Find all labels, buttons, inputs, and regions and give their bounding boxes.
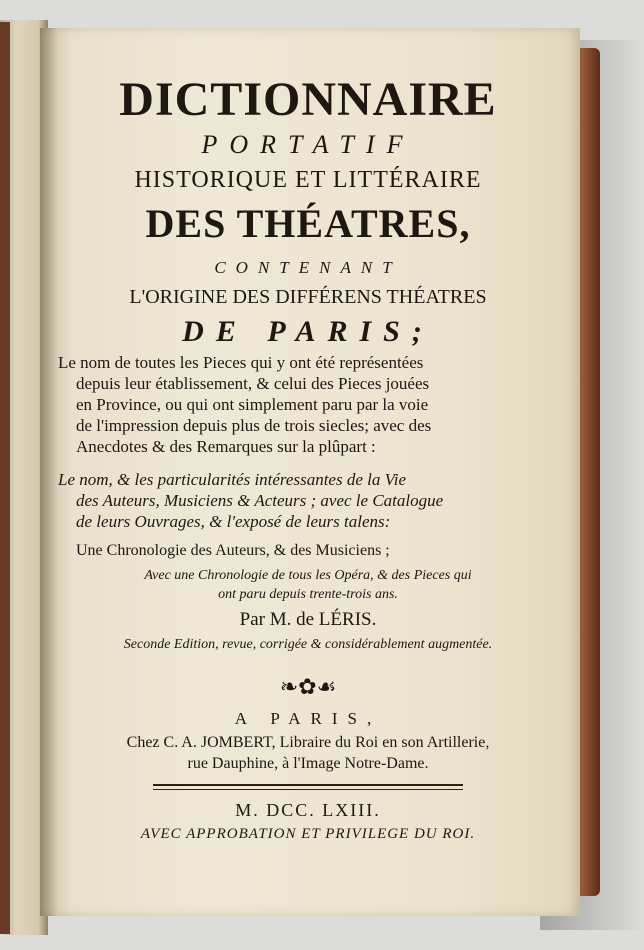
title-line-4: DES THÉATRES, [145,201,471,246]
double-rule [153,784,463,790]
imprint-place: A PARIS, [234,709,382,728]
publisher-line: Chez C. A. JOMBERT, Libraire du Roi en son Artillerie, [126,734,490,751]
title-page-text [58,70,558,844]
paragraph-line: ont paru depuis trente-trois ans. [218,587,398,602]
title-line-5: CONTENANT [214,258,402,277]
fleuron-ornament-icon: ❧✿☙ [279,674,337,699]
opera-chronology [58,566,558,604]
paragraph-line: en Province, ou qui ont simplement paru par la voie [76,395,429,414]
royal-approbation: AVEC APPROBATION ET PRIVILEGE DU ROI. [140,826,476,842]
title-line-7: DE PARIS; [182,315,434,348]
title-line-1: DICTIONNAIRE [119,73,497,126]
paragraph-line: des Auteurs, Musiciens & Acteurs ; avec le Catalogue [76,491,444,510]
paragraph-line: de leurs Ouvrages, & l'exposé de leurs talens: [76,512,391,531]
title-line-3: HISTORIQUE ET LITTÉRAIRE [134,167,482,193]
title-line-6: L'ORIGINE DES DIFFÉRENS THÉATRES [129,286,487,308]
paragraph-line: Le nom de toutes les Pieces qui y ont été représentées [58,353,424,372]
leather-binding [0,22,10,934]
chronology-line: Une Chronologie des Auteurs, & des Musiciens ; [76,542,390,559]
paragraph-line: Le nom, & les particularités intéressantes de la Vie [58,470,406,489]
publisher-address: rue Dauphine, à l'Image Notre-Dame. [187,755,429,772]
paragraph-line: depuis leur établissement, & celui des Pieces jouées [76,374,430,393]
paragraph-line: de l'impression depuis plus de trois siecles; avec des [76,416,432,435]
edition-line: Seconde Edition, revue, corrigée & considérablement augmentée. [123,637,493,652]
paragraph-line: Avec une Chronologie de tous les Opéra, & des Pieces qui [144,568,472,583]
authors-paragraph [58,469,558,532]
contents-paragraph [58,352,558,457]
imprint-year: M. DCC. LXIII. [235,800,381,820]
paragraph-line: Anecdotes & des Remarques sur la plûpart : [76,437,376,456]
title-line-2: PORTATIF [201,130,415,159]
author-line: Par M. de LÉRIS. [239,609,377,630]
